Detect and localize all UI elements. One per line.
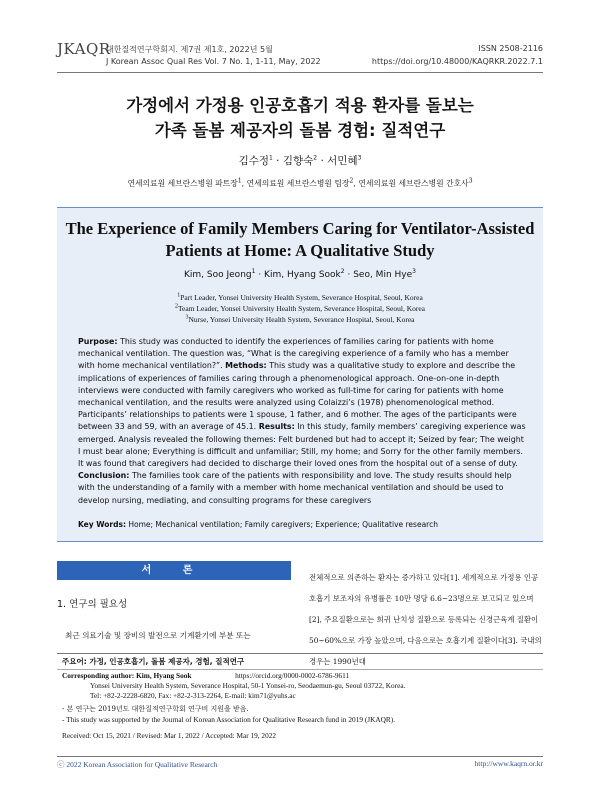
journal-website-link[interactable]: http://www.kaqrn.or.kr (474, 759, 543, 768)
author-separator: · (347, 270, 354, 280)
korean-title-line-2: 가족 돌봄 제공자의 돌봄 경험: 질적연구 (154, 121, 446, 140)
issn: ISSN 2508-2116 (478, 44, 543, 53)
author-address: Yonsei University Health System, Severance Hospital, 50-1 Yonsei-ro, Seodaemun-gu, Seoul 03722, Korea. (90, 681, 406, 690)
methods-label: Methods: (225, 361, 267, 371)
author-separator: · (258, 270, 265, 280)
korean-affiliation: 연세의료원 세브란스병원 파트장 (127, 179, 238, 188)
footer-divider (57, 653, 543, 654)
korean-author: 김향숙 (282, 155, 314, 167)
korean-affiliation: 연세의료원 세브란스병원 간호사 (358, 179, 469, 188)
doi-link[interactable]: https://doi.org/10.48000/KAQRKR.2022.7.1 (371, 57, 543, 66)
korean-author: 서민혜 (327, 155, 358, 167)
subsection-heading: 1. 연구의 필요성 (57, 599, 128, 610)
purpose-label: Purpose: (78, 337, 118, 346)
english-author: Seo, Min Hye (353, 270, 413, 280)
received-date: Received: Oct 15, 2021 (62, 731, 131, 740)
copyright-notice: ⓒ 2022 Korean Association for Qualitative Research (57, 760, 218, 769)
funding-note-korean: - 본 연구는 2019년도 대한질적연구학회 연구비 지원을 받음. (62, 705, 249, 713)
english-affiliation (57, 292, 543, 303)
accepted-date: Accepted: Mar 19, 2022 (205, 731, 277, 740)
journal-citation-english: J Korean Assoc Qual Res Vol. 7 No. 1, 1-11, May, 2022 (106, 57, 321, 66)
date-separator: / (132, 731, 137, 740)
keywords-text: Home; Mechanical ventilation; Family caregivers; Experience; Qualitative research (128, 520, 438, 529)
english-keywords (78, 520, 526, 529)
author-contact: Tel: +82-2-2228-6820, Fax: +82-2-313-2264, E-mail: kim71@yuhs.ac (90, 691, 296, 700)
author-sup: 3 (412, 268, 416, 275)
korean-affiliation: 연세의료원 세브란스병원 팀장 (246, 179, 350, 188)
english-author: Kim, Hyang Sook (264, 270, 341, 280)
author-separator: · (276, 155, 283, 167)
korean-affiliations: 연세의료원 세브란스병원 파트장$^1$, 연세의료원 세브란스병원 팀장$^2$, 연세의료원 세브란스병원 간호사$^3$ (127, 177, 473, 188)
bottom-divider (57, 756, 543, 757)
revised-date: Revised: Mar 1, 2022 (136, 731, 200, 740)
author-sup: 1 (251, 268, 256, 275)
affil-sup: 2 (349, 177, 354, 185)
author-sup: 2 (340, 268, 345, 275)
journal-logo: JKAQR (57, 40, 111, 58)
article-dates (62, 731, 542, 740)
header-divider (57, 72, 543, 73)
orcid-link[interactable]: https://orcid.org/0000-0002-6786-9611 (235, 671, 350, 680)
english-affiliation (57, 303, 543, 314)
conclusion-label: Conclusion: (78, 471, 130, 481)
author-sup: 2 (313, 154, 318, 162)
abstract-text (78, 336, 526, 507)
body-paragraph-right: 전체적으로 의존하는 환자는 증가하고 있다[1]. 세계적으로 가정용 인공호흡기 보조자의 유병률은 10만 명당 6.6~23명으로 보고되고 있으며[2], 주요질환으로는 희귀 난치성 질환으로 등록되는 신경근육계 질환이 50~60%으로 가장 높았으며, 다음으로는 호흡기계 질환이다[3]. 국내의 경우는 1990년대 (309, 573, 542, 666)
corresponding-label: Corresponding author: (62, 671, 135, 680)
korean-authors (57, 153, 543, 168)
affil-sup: 1 (237, 177, 242, 185)
date-separator: / (201, 731, 206, 740)
conclusion-text: The families took care of the patients with responsibility and love. The study results should help with the understanding of a family with a member with home mechanical ventilation and should be used to develop nursing, mediating, and consulting programs for these caregivers (78, 471, 512, 505)
english-affiliation-text: Part Leader, Yonsei University Health System, Severance Hospital, Seoul, Korea (180, 293, 423, 302)
affil-sup: 3 (468, 177, 473, 185)
journal-citation-korean: 대한질적연구학회지. 제7권 제1호, 2022년 5월 (106, 45, 273, 54)
affil-sup: 3 (185, 314, 189, 321)
corresponding-name: Kim, Hyang Sook (136, 671, 192, 680)
english-title (57, 218, 543, 262)
affil-sup: 1 (177, 292, 181, 299)
body-paragraph-left: 최근 의료기술 및 장비의 발전으로 기계환기에 부분 또는 (65, 631, 251, 640)
english-authors (57, 270, 543, 280)
funding-note-english: - This study was supported by the Journal of Korean Association for Qualitative Research fund in 2019 (JKAQR). (62, 715, 396, 724)
footer-divider-thin (57, 669, 543, 670)
korean-author: 김수정 (238, 155, 269, 167)
english-affiliations (57, 292, 543, 325)
keywords-label: Key Words: (78, 520, 126, 529)
english-title-line-1: The Experience of Family Members Caring for Ventilator-Assisted (65, 219, 535, 238)
korean-title (57, 93, 543, 143)
english-affiliation (57, 314, 543, 325)
methods-text: This study was a qualitative study to explore and describe the implications of experiences of families caring through a phenomenological approach. One-on-one in-depth interviews were conducted with family caregivers who worked as full-time for caring for patients with home mechanical ventilation, and the results were analyzed using Colaizzi’s (1978) phenomenological method. Participants’ relationships to patients were 1 spouse, 1 father, and 6 mother. The ages of the participants were between 33 and 59, with an average of 45.1. (78, 361, 517, 432)
korean-title-line-1: 가정에서 가정용 인공호흡기 적용 환자를 돌보는 (126, 96, 474, 115)
english-author: Kim, Soo Jeong (184, 270, 252, 280)
english-affiliation-text: Nurse, Yonsei University Health System, Severance Hospital, Seoul, Korea (188, 315, 415, 324)
corresponding-author (62, 671, 542, 680)
author-sup: 1 (269, 154, 273, 162)
korean-keywords: 주요어: 가정, 인공호흡기, 돌봄 제공자, 경험, 질적연구 (62, 657, 245, 666)
section-heading-introduction: 서 론 (57, 561, 291, 580)
results-label: Results: (258, 422, 295, 432)
english-title-line-2: Patients at Home: A Qualitative Study (165, 241, 435, 260)
affil-sup: 2 (174, 303, 178, 310)
author-sup: 3 (357, 154, 362, 162)
results-text: In this study, family members’ caregiving experience was emerged. Analysis revealed the following themes: Felt burdened but had to accept it; Seized by fear; The weight I must bear alone; Everything is difficult and unfamiliar; Still, my home; and Sorry for the other family members. It was found that caregivers had decided to discharge their loved ones from the hospital out of a sense of duty. (78, 422, 526, 469)
english-affiliation-text: Team Leader, Yonsei University Health System, Severance Hospital, Seoul, Korea (177, 304, 426, 313)
author-separator: · (320, 155, 328, 167)
purpose-text: This study was conducted to identify the experiences of families caring for patients with home mechanical ventilation. The question was, “What is the caregiving experience of a family who has a member with home mechanical ventilation?”. (78, 337, 509, 371)
